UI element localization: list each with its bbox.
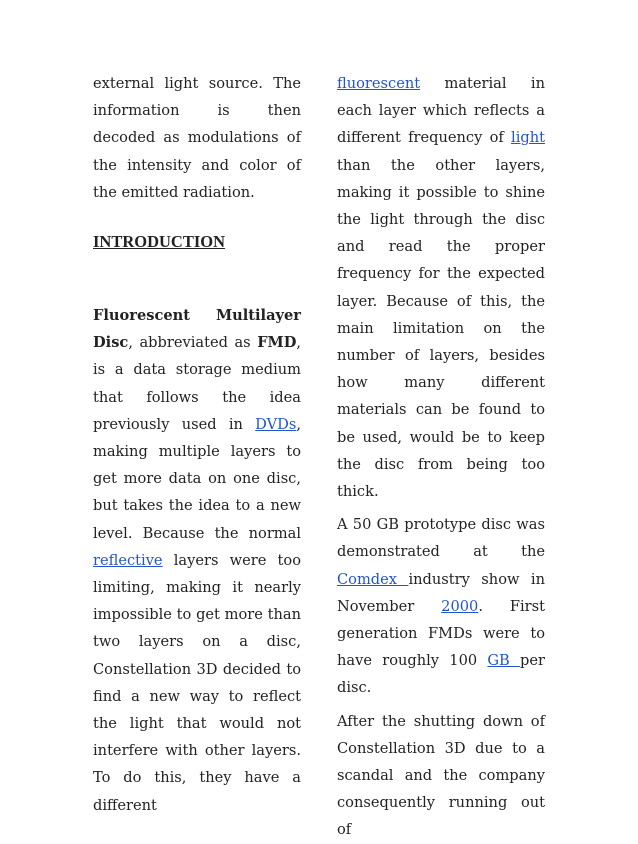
right-column — [337, 70, 545, 844]
link-gb[interactable]: GB — [487, 652, 521, 670]
link-light[interactable]: light — [511, 129, 545, 147]
left-column — [93, 70, 301, 819]
link-reflective[interactable]: reflective — [93, 551, 163, 569]
paragraph-fluorescent-layers: fluorescent material in each layer which reflects a different frequency of light than the other layers, making it possible to shine the light through the disc and read the proper frequency for the expected layer. Because of this, the main limitation on the number of layers, besides how many different materials can be found to be used, would be to keep the disc from being too thick. — [337, 75, 545, 501]
link-comdex[interactable]: Comdex — [337, 570, 409, 588]
paragraph-fmd-intro: Fluorescent Multilayer Disc, abbreviated as FMD, is a data storage medium that follows the idea previously used in DVDs, making multiple layers to get more data on one disc, but takes the idea to a new level. Because the normal reflective layers were too limiting, making it nearly impossible to get more than two layers on a disc, Constellation 3D decided to find a new way to reflect the light that would not interfere with other layers. To do this, they have a different — [93, 307, 301, 814]
link-dvds[interactable]: DVDs — [255, 415, 297, 433]
term-fmd: FMD — [257, 334, 297, 352]
term-fluorescent-multilayer-disc: Fluorescent Multilayer Disc — [93, 307, 301, 352]
link-2000[interactable]: 2000 — [441, 597, 479, 615]
paragraph-radiation: external light source. The information is then decoded as modulations of the intensity and color of the emitted radiation. — [93, 75, 301, 201]
link-fluorescent[interactable]: fluorescent — [337, 75, 421, 92]
paragraph-prototype: A 50 GB prototype disc was demonstrated at the Comdex industry show in November 2000. First generation FMDs were to have roughly 100 GB per disc. — [337, 516, 546, 697]
paragraph-shutdown: After the shutting down of Constellation 3D due to a scandal and the company consequently running out of — [337, 712, 545, 839]
section-heading-introduction: INTRODUCTION — [93, 232, 226, 252]
